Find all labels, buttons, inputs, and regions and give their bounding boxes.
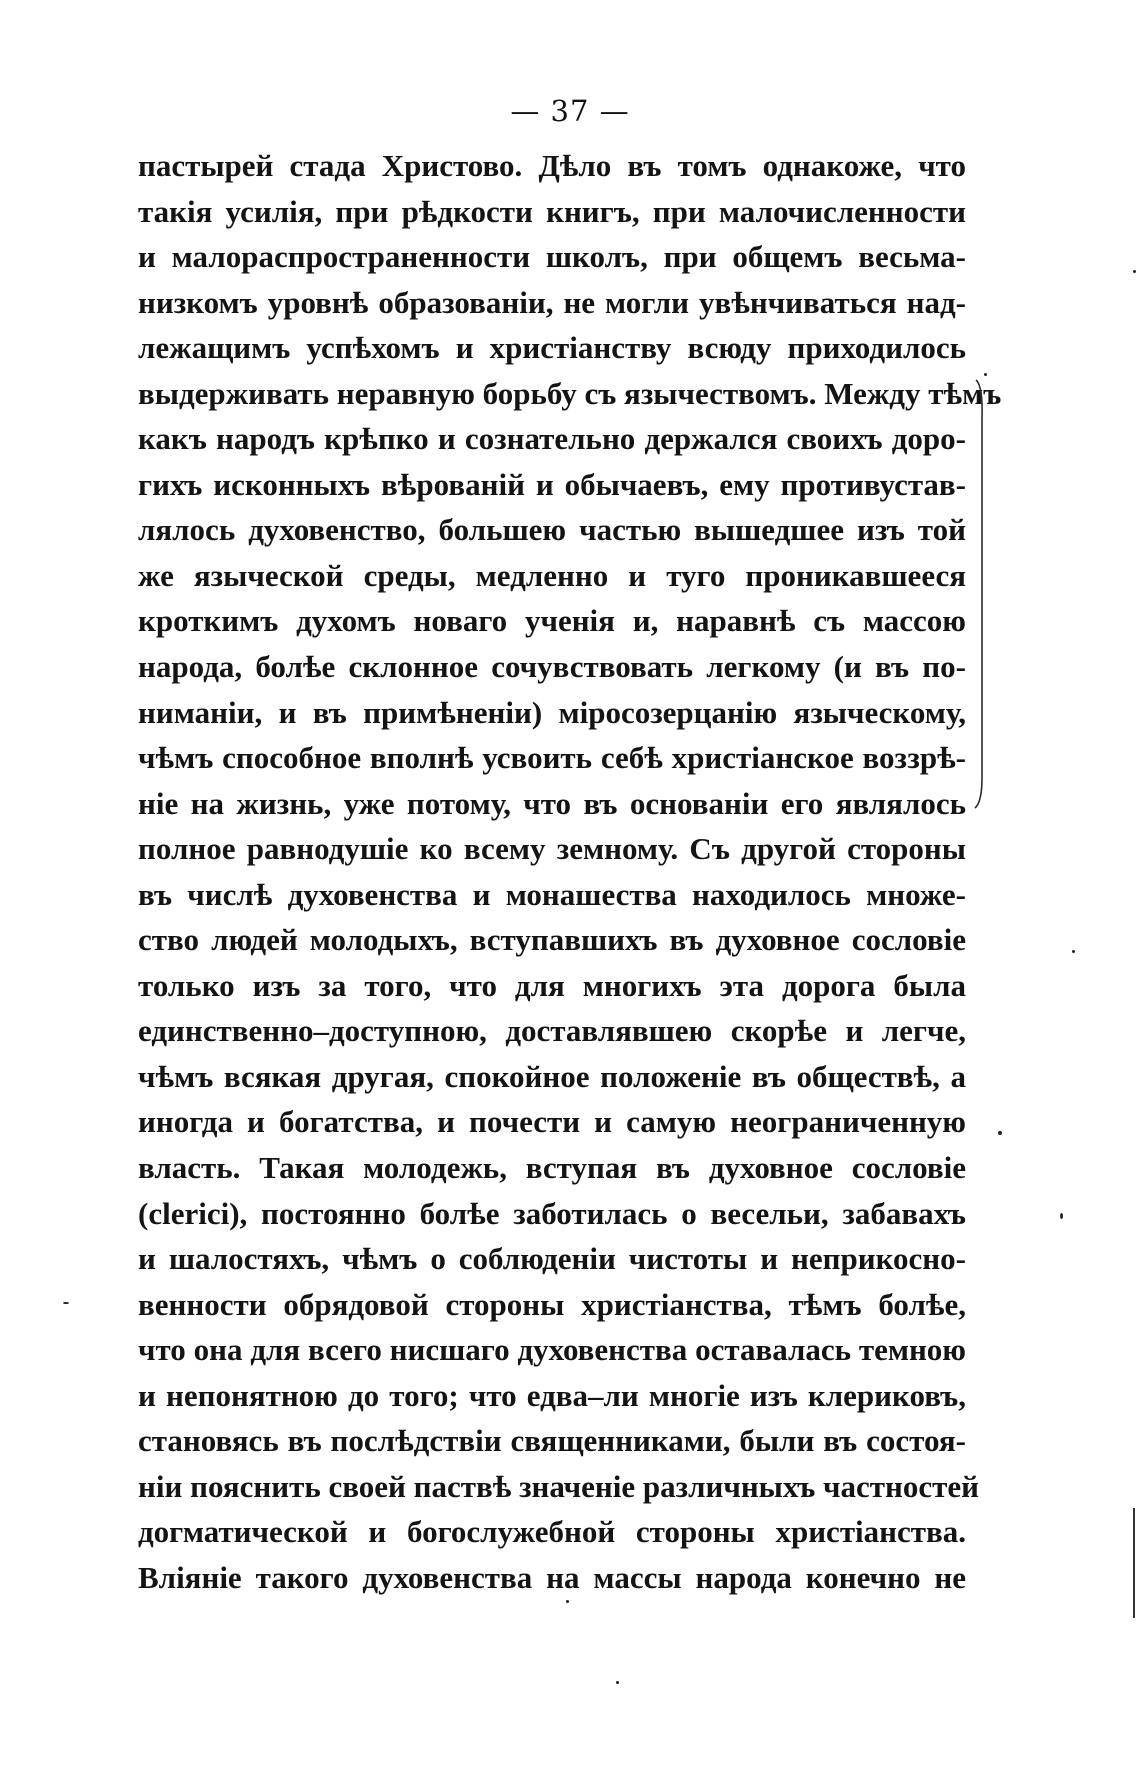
- text-line: кроткимъ духомъ новаго ученія и, наравнѣ съ массою: [138, 603, 966, 639]
- text-line: народа, болѣе склонное сочувствовать легкому (и въ по-: [138, 649, 966, 685]
- scan-speck: [1133, 270, 1136, 273]
- text-line: же языческой среды, медленно и туго проникавшееся: [138, 557, 966, 593]
- body-text: [138, 143, 1002, 1601]
- scan-edge-mark: [1133, 1508, 1135, 1618]
- text-line: чѣмъ способное вполнѣ усвоить себѣ христіанское воззрѣ-: [138, 740, 966, 776]
- scan-speck: [63, 1302, 69, 1304]
- text-line: гихъ исконныхъ вѣрованій и обычаевъ, ему противустав-: [138, 466, 966, 502]
- text-line: Вліяніе такого духовенства на массы народа конечно не: [138, 1559, 966, 1595]
- scan-speck: [566, 1600, 569, 1603]
- text-line: догматической и богослужебной стороны христіанства.: [138, 1514, 966, 1550]
- text-line: пастырей стада Христово. Дѣло въ томъ однакоже, что: [138, 148, 966, 183]
- text-line: чѣмъ всякая другая, спокойное положеніе въ обществѣ, а: [138, 1058, 966, 1094]
- text-line: полное равнодушіе ко всему земному. Съ другой стороны: [138, 831, 966, 867]
- text-line: только изъ за того, что для многихъ эта дорога была: [138, 967, 966, 1003]
- text-line: выдерживать неравную борьбу съ язычествомъ. Между тѣмъ: [138, 375, 1002, 411]
- text-line: венности обрядовой стороны христіанства, тѣмъ болѣе,: [138, 1286, 966, 1322]
- scan-speck: [1072, 950, 1075, 953]
- text-line: лежащимъ успѣхомъ и христіанству всюду приходилось: [138, 330, 966, 366]
- text-line: ніи пояснить своей паствѣ значеніе различныхъ частностей: [138, 1468, 979, 1504]
- text-line: въ числѣ духовенства и монашества находилось множе-: [138, 876, 966, 912]
- text-line: что она для всего нисшаго духовенства оставалась темною: [138, 1332, 966, 1368]
- text-line: становясь въ послѣдствіи священниками, были въ состоя-: [138, 1423, 966, 1459]
- scan-speck: [984, 373, 987, 376]
- text-line: иногда и богатства, и почести и самую неограниченную: [138, 1104, 966, 1140]
- text-line: лялось духовенство, большею частью вышедшее изъ той: [138, 512, 966, 548]
- margin-bracket-mark: [972, 378, 986, 810]
- page-number: — 37 —: [510, 94, 630, 128]
- text-line: низкомъ уровнѣ образованіи, не могли увѣнчиваться над-: [138, 284, 966, 320]
- text-line: какъ народъ крѣпко и сознательно держался своихъ доро-: [138, 421, 966, 457]
- text-line: власть. Такая молодежь, вступая въ духовное сословіе: [138, 1150, 966, 1186]
- text-line: (clerici), постоянно болѣе заботилась о весельи, забавахъ: [138, 1195, 966, 1231]
- text-line: ниманіи, и въ примѣненіи) міросозерцанію языческому,: [138, 694, 966, 730]
- text-line: ніе на жизнь, уже потому, что въ основаніи его являлось: [138, 785, 966, 821]
- scan-speck: [998, 1131, 1002, 1135]
- scan-speck: [1060, 1213, 1063, 1219]
- text-line: и шалостяхъ, чѣмъ о соблюденіи чистоты и неприкосно-: [138, 1241, 966, 1277]
- text-line: и непонятною до того; что едва–ли многіе изъ клериковъ,: [138, 1377, 966, 1413]
- text-line: и малораспространенности школъ, при общемъ весьма-: [138, 239, 966, 275]
- scan-speck: [616, 1681, 619, 1684]
- text-line: единственно–доступною, доставлявшею скорѣе и легче,: [138, 1013, 966, 1049]
- text-line: ство людей молодыхъ, вступавшихъ въ духовное сословіе: [138, 922, 966, 958]
- text-line: такія усилія, при рѣдкости книгъ, при малочисленности: [138, 193, 966, 229]
